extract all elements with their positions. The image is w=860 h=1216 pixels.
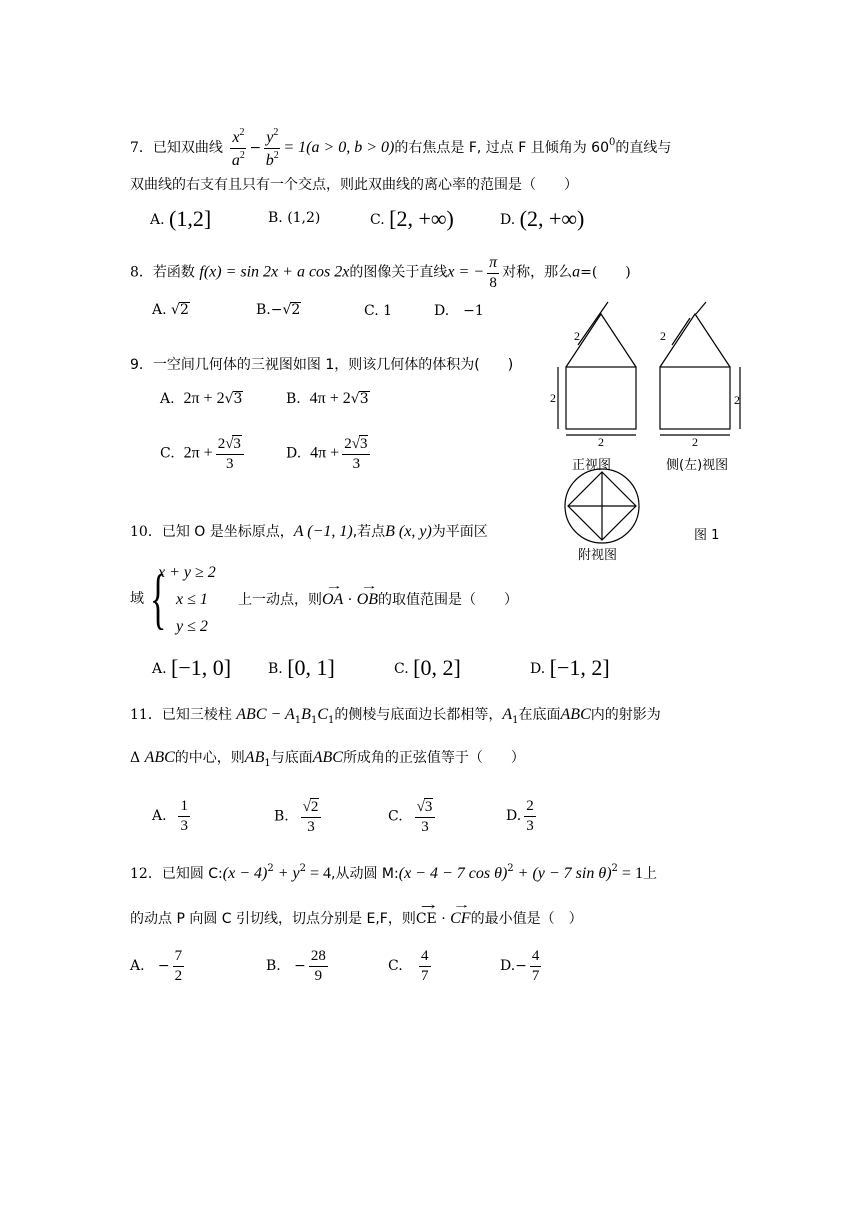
q11-line1: 11．已知三棱柱 ABC − $A_1B_1C_1$的侧棱与底面边长都相等，$A_1$在底面ABC内的射影为 bbox=[130, 706, 661, 726]
q7-frac-y: $\frac{y^2}{b^2}$ bbox=[265, 127, 279, 169]
q7-option-b: B. (1,2) bbox=[268, 210, 321, 226]
q9-option-c: C. 2π + $\frac{2√3}{3}$ bbox=[160, 435, 247, 472]
q8-line1: 8．若函数 f(x) = sin 2x + a cos 2x的图像关于直线x = − $\frac{\pi}{8}$ 对称，那么a=( ) bbox=[130, 254, 631, 291]
q8-frac-pi: $\frac{\pi}{8}$ bbox=[489, 254, 498, 291]
q10-line1: 10．已知 O 是坐标原点，A (−1, 1),若点B (x, y)为平面区 bbox=[130, 523, 488, 540]
side-view-body bbox=[660, 367, 730, 429]
q12-option-b: B. − $\frac{28}{9}$ bbox=[266, 948, 326, 984]
q7-option-a: A. (1,2] bbox=[150, 206, 212, 231]
side-dim-width: 2 bbox=[692, 435, 698, 449]
figure-caption: 图 1 bbox=[694, 528, 720, 543]
side-view-roof bbox=[660, 314, 730, 367]
q10-ineq-3: y ≤ 2 bbox=[176, 618, 208, 635]
q10-option-d: D. [−1, 2] bbox=[530, 655, 610, 680]
side-dim-height: 2 bbox=[734, 393, 740, 407]
q8-option-a: A. √2 bbox=[152, 302, 189, 318]
q7-option-c: C. [2, +∞) bbox=[370, 206, 454, 231]
front-dim-slant: 2 bbox=[574, 329, 580, 343]
q10-ineq-1: x + y ≥ 2 bbox=[158, 564, 216, 581]
q7-number: 7． bbox=[130, 140, 153, 157]
front-dim-width: 2 bbox=[598, 435, 604, 449]
q10-option-c: C. [0, 2] bbox=[394, 655, 461, 680]
q12-line2: 的动点 P 向圆 C 引切线，切点分别是 E,F，则→ CE · → CF的最小值是（ ） bbox=[130, 911, 583, 927]
q12-option-d: D.− $\frac{4}{7}$ bbox=[500, 948, 540, 984]
q8-option-d: D. −1 bbox=[434, 303, 484, 319]
q9-option-a: A. 2π + 2√3 bbox=[160, 390, 243, 407]
q12-option-a: A. − $\frac{7}{2}$ bbox=[130, 948, 183, 984]
q10-ineq-2: x ≤ 1 bbox=[176, 591, 208, 608]
q10-option-a: A. [−1, 0] bbox=[152, 655, 232, 680]
q12-line1: 12．已知圆 C:(x − $4)^2 + y^2 = 4$,从动圆 M:(x − 4 − 7 cos θ)$^2$ + (y − 7 sin θ)$^2$ = 1上 bbox=[130, 863, 657, 882]
q9-option-b: B. 4π + 2√3 bbox=[286, 390, 369, 407]
q11-option-c: C. $\frac{√3}{3}$ bbox=[388, 798, 438, 835]
q10-line2: 上一动点，则→ OA · → OB的取值范围是（ ） bbox=[238, 592, 518, 608]
q9-stem: 9．一空间几何体的三视图如图 1，则该几何体的体积为( ) bbox=[130, 357, 514, 373]
q11-option-d: D. $\frac{2}{3}$ bbox=[506, 798, 534, 834]
q8-option-c: C. 1 bbox=[364, 303, 393, 319]
q10-brace: { bbox=[150, 560, 167, 636]
q11-line2: Δ ABC的中心，则$AB_1$与底面ABC所成角的正弦值等于（ ） bbox=[130, 749, 525, 769]
q7-line1: 7．已知双曲线 $\frac{x^2}{a^2}$ − $\frac{y^2}{b^2}$ = 1(a > 0, b > 0)的右焦点是 F, 过点 F 且倾角为 $60^0$的直线与 bbox=[130, 127, 672, 169]
q7-frac-x: $\frac{x^2}{a^2}$ bbox=[231, 127, 245, 169]
q11-option-b: B. $\frac{√2}{3}$ bbox=[274, 798, 324, 835]
q12-option-c: C. $\frac{4}{7}$ bbox=[388, 948, 429, 984]
q10-option-b: B. [0, 1] bbox=[268, 655, 335, 680]
q11-option-a: A. $\frac{1}{3}$ bbox=[152, 798, 188, 834]
q7-line2: 双曲线的右支有且只有一个交点，则此双曲线的离心率的范围是（ ） bbox=[130, 177, 578, 193]
side-view-label: 侧(左)视图 bbox=[666, 458, 729, 473]
front-dim-height: 2 bbox=[550, 391, 556, 405]
side-dim-slant: 2 bbox=[660, 329, 666, 343]
front-view-label: 正视图 bbox=[572, 458, 612, 473]
q8-option-b: B.−√2 bbox=[256, 302, 301, 318]
q9-option-d: D. 4π + $\frac{2√3}{3}$ bbox=[286, 435, 373, 472]
three-view-figure bbox=[540, 300, 770, 560]
q7-option-d: D. (2, +∞) bbox=[500, 206, 585, 231]
top-view-label: 附视图 bbox=[578, 548, 618, 563]
q10-yu: 域 bbox=[130, 591, 144, 607]
front-view-body bbox=[566, 367, 636, 429]
